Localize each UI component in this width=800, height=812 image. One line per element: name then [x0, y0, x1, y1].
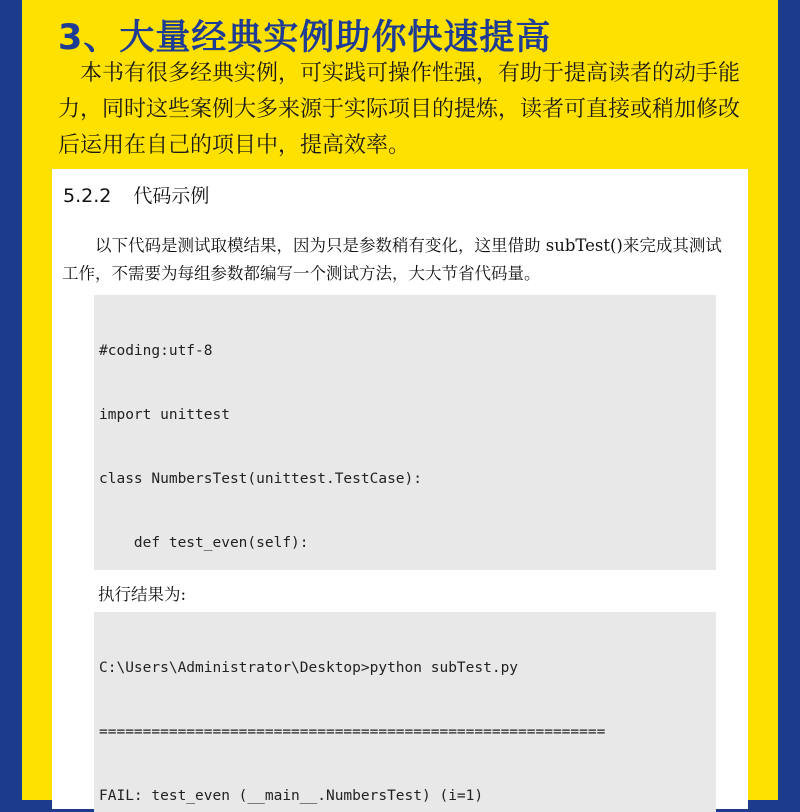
code-line: #coding:utf-8 [99, 342, 213, 359]
intro-paragraph: 本书有很多经典实例，可实践可操作性强，有助于提高读者的动手能力，同时这些案例大多来源于实际项目的提炼，读者可直接或稍加修改后运用在自己的项目中，提高效率。 [58, 61, 741, 158]
output-line: ========================================================== [99, 724, 606, 741]
code-block-output [94, 612, 716, 812]
section-title: 代码示例 [133, 185, 210, 207]
output-line: C:\Users\Administrator\Desktop>python subTest.py [99, 659, 519, 676]
section-body [62, 232, 722, 288]
section-number: 5.2.2 [63, 185, 112, 207]
code-line: class NumbersTest(unittest.TestCase): [99, 471, 423, 488]
result-label: 执行结果为: [98, 585, 187, 604]
feature-intro [58, 56, 758, 164]
section-heading [63, 181, 209, 208]
code-block-example [94, 295, 716, 570]
code-line: def test_even(self): [99, 535, 309, 552]
code-line: import unittest [99, 407, 230, 424]
feature-heading: 3、大量经典实例助你快速提高 [58, 18, 552, 58]
output-line: FAIL: test_even (__main__.NumbersTest) (i=1) [99, 788, 484, 805]
body-paragraph: 以下代码是测试取模结果，因为只是参数稍有变化，这里借助 subTest()来完成其测试工作，不需要为每组参数都编写一个测试方法，大大节省代码量。 [62, 236, 722, 283]
book-page-excerpt [52, 169, 748, 809]
